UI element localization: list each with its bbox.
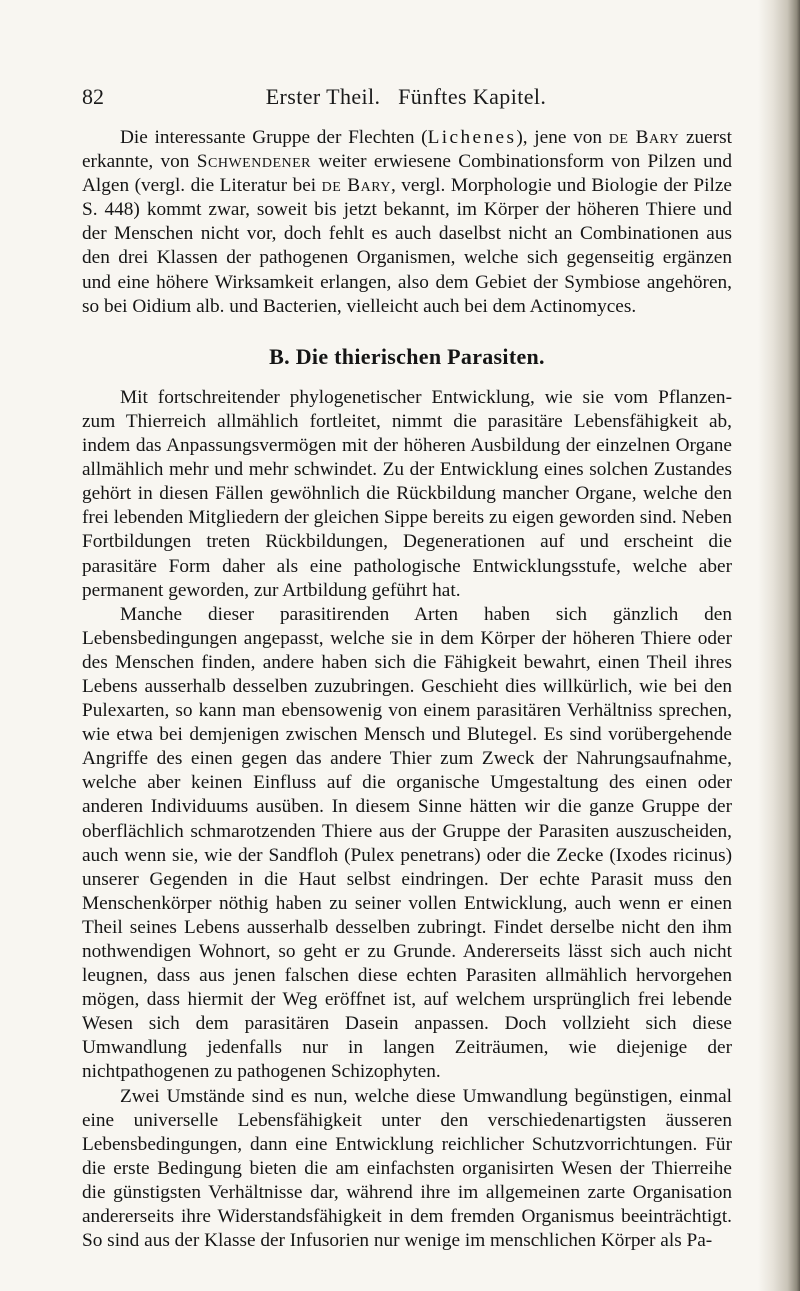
author-name: de Bary	[321, 175, 391, 197]
running-title: Erster Theil. Fünftes Kapitel.	[265, 84, 547, 109]
taxon-name: Lichenes	[427, 127, 517, 148]
page-header	[82, 80, 730, 110]
body-text	[82, 126, 732, 1253]
paragraph: Mit fortschreitender phylogenetischer Entwicklung, wie sie vom Pflanzen- zum Thierreich allmählich fortleitet, nimmt die parasitäre Lebensfähigkeit ab, indem das Anpassungsvermögen mit der höheren Ausbildung der einzelnen Organe allmählich mehr und mehr schwindet. Zu der Entwicklung eines solchen Zustandes gehört in diesen Fällen gewöhnlich die Rückbildung mancher Organe, welche den frei lebenden Mitgliedern der gleichen Sippe bereits zu eigen geworden sind. Neben Fortbildungen treten Rückbildungen, Degenerationen auf und erscheint die parasitäre Form daher als eine pathologische Entwicklungsstufe, welche aber permanent geworden, zur Artbildung geführt hat.	[82, 386, 732, 601]
paragraph: Manche dieser parasitirenden Arten haben sich gänzlich den Lebensbedingungen angepasst, welche sie in dem Körper der höheren Thiere oder des Menschen finden, andere haben sich die Fähigkeit bewahrt, einen Theil ihres Lebens ausserhalb desselben zuzubringen. Geschieht dies willkürlich, wie bei den Pulexarten, so kann man ebensowenig von einem parasitären Verhältniss sprechen, wie etwa bei demjenigen zwischen Mensch und Blutegel. Es sind vorübergehende Angriffe des einen gegen das andere Thier zum Zweck der Nahrungsaufnahme, welche aber keinen Einfluss auf die organische Umgestaltung des einen oder anderen Individuums ausüben. In diesem Sinne hätten wir die ganze Gruppe der oberflächlich schmarotzenden Thiere aus der Gruppe der Parasiten auszuscheiden, auch wenn sie, wie der Sandfloh (Pulex penetrans) oder die Zecke (Ixodes ricinus) unserer Gegenden in die Haut selbst eindringen. Der echte Parasit muss den Menschenkörper nöthig haben zu seiner vollen Entwicklung, auch wenn er einen Theil seines Lebens ausserhalb desselben zubringt. Findet derselbe nicht den ihm nothwendigen Wohnort, so geht er zu Grunde. Andererseits lässt sich auch nicht leugnen, dass aus jenen falschen diese echten Parasiten allmählich hervorgehen mögen, dass hiermit der Weg eröffnet ist, auf welchem ursprünglich frei lebende Wesen sich dem parasitären Dasein anpassen. Doch vollzieht sich diese Umwandlung jedenfalls nur in langen Zeiträumen, wie diejenige der nichtpathogenen zu pathogenen Schizophyten.	[82, 603, 732, 1083]
text-run: weiter erwiesene Combinationsform von Pilzen und Algen (vergl. die Literatur bei	[82, 151, 732, 197]
author-name: de Bary	[608, 127, 680, 148]
text-run: Die interessante Gruppe der Flechten (	[120, 127, 428, 148]
text-run: ), jene von	[516, 127, 609, 148]
section-heading: B. Die thierischen Parasiten.	[269, 343, 545, 369]
text-run: , vergl. Morphologie und Biologie der Pilze S. 448) kommt zwar, soweit bis jetzt bekannt, im Körper der höheren Thiere und der Menschen nicht vor, doch fehlt es auch daselbst nicht an Combinationen aus den drei Klassen der pathogenen Organismen, welche sich gegenseitig ergänzen und eine höhere Wirksamkeit erlangen, also dem Gebiet der Symbiose angehören, so bei Oidium alb. und Bacterien, vielleicht auch bei dem Actinomyces.	[82, 175, 732, 317]
author-name: Schwendener	[196, 151, 312, 173]
text-run: zuerst erkannte, von	[82, 127, 732, 173]
intro-paragraph	[82, 126, 732, 319]
page-number: 82	[82, 84, 104, 109]
paragraph: Zwei Umstände sind es nun, welche diese Umwandlung begünstigen, einmal eine universelle Lebensfähigkeit unter den verschiedenartigsten äusseren Lebensbedingungen, dann eine Entwicklung reichlicher Schutzvorrichtungen. Für die erste Bedingung bieten die am einfachsten organisirten Wesen der Thierreihe die günstigsten Verhältnisse dar, während ihre im allgemeinen zarte Organisation andererseits ihre Widerstandsfähigkeit in dem fremden Organismus beeinträchtigt. So sind aus der Klasse der Infusorien nur wenige im menschlichen Körper als Pa-	[82, 1085, 732, 1252]
book-spine-shadow	[758, 0, 800, 1291]
